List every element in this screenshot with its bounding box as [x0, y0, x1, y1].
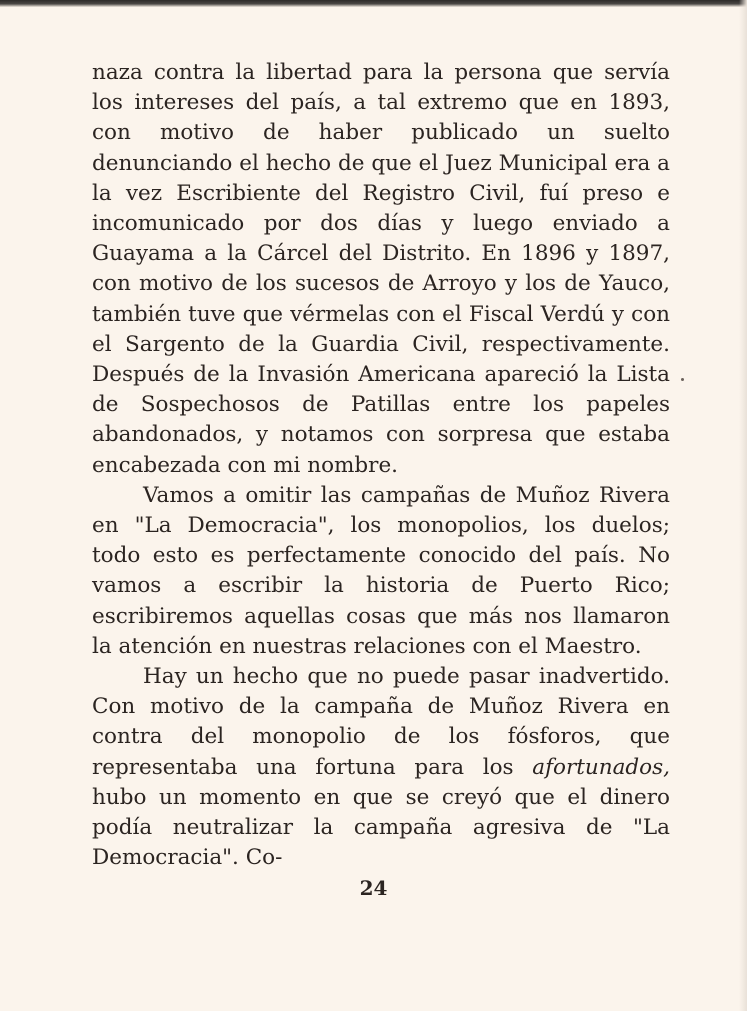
paper-speck — [681, 378, 684, 381]
paragraph-1 — [92, 58, 670, 481]
paragraph-1-text: naza contra la libertad para la persona que servía los intereses del país, a tal extremo que en 1893, con motivo de haber publicado un suelto denunciando el hecho de que el Juez Municipal era a la vez Escribiente del Registro Civil, fuí preso e incomunicado por dos días y luego enviado a Guayama a la Cárcel del Distrito. En 1896 y 1897, con motivo de los sucesos de Arroyo y los de Yauco, también tuve que vérmelas con el Fiscal Verdú y con el Sargento de la Guardia Civil, respectivamente. Después de la Invasión Americana apareció la Lista de Sospechosos de Patillas entre los papeles abandonados, y notamos con sorpresa que estaba encabezada con mi nombre. — [92, 60, 670, 478]
paragraph-3 — [92, 662, 670, 873]
paragraph-3-text-before: Hay un hecho que no puede pasar inadvertido. Con motivo de la campaña de Muñoz Rivera en contra del monopolio de los fósforos, que representaba una fortuna para los — [92, 664, 670, 780]
paragraph-2-text: Vamos a omitir las campañas de Muñoz Rivera en "La Democracia", los monopolios, los duelos; todo esto es perfectamente conocido del país. No vamos a escribir la historia de Puerto Rico; escribiremos aquellas cosas que más nos llamaron la atención en nuestras relaciones con el Maestro. — [92, 482, 670, 659]
paragraph-2 — [92, 481, 670, 662]
page-body — [92, 58, 670, 873]
paragraph-3-text-after: hubo un momento en que se creyó que el dinero podía neutralizar la campaña agresiva de "La Democracia". Co- — [92, 784, 670, 871]
paragraph-3-emphasis: afortunados, — [532, 754, 670, 780]
page-top-edge — [0, 0, 747, 7]
page-number: 24 — [359, 876, 388, 900]
page-right-edge — [739, 0, 747, 1011]
